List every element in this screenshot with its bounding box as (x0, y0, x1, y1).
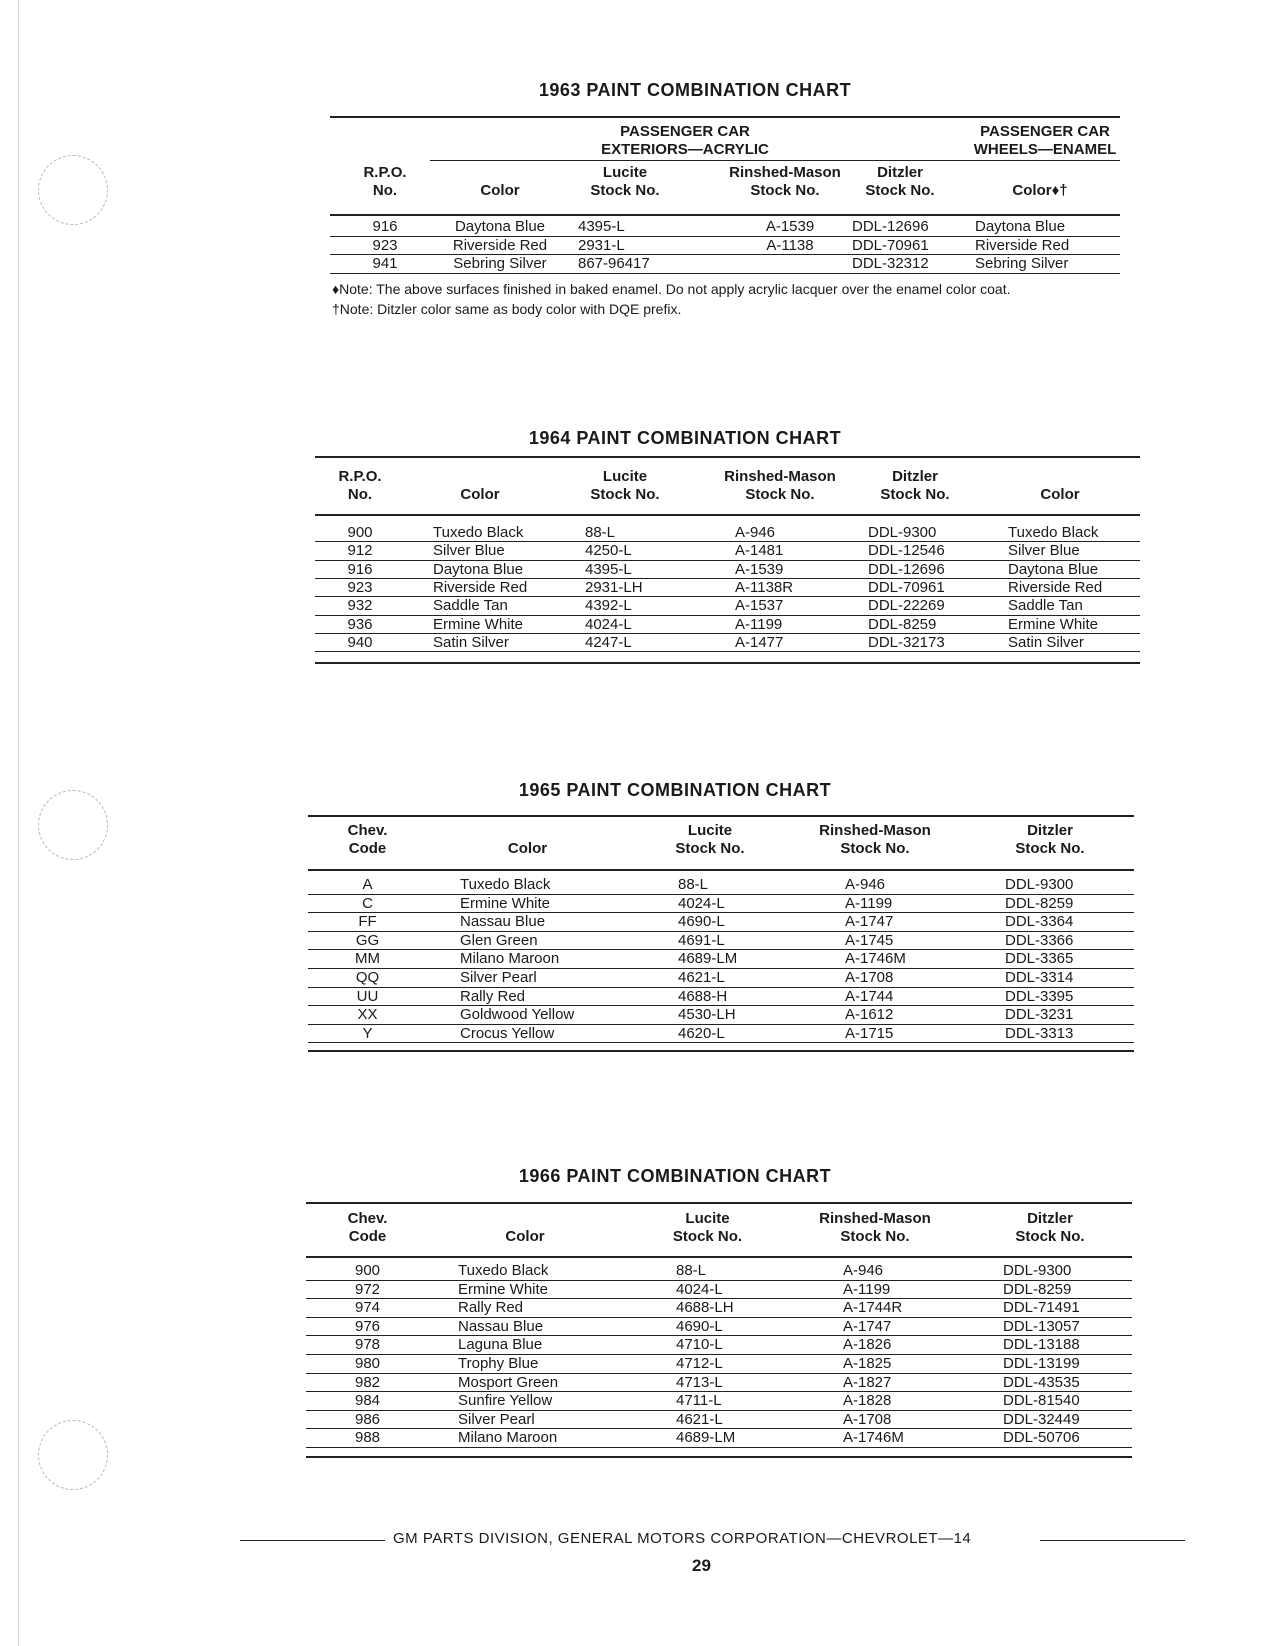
cell-ditzler: DDL-12696 (868, 560, 945, 578)
cell-code: MM (355, 950, 380, 968)
cell-wheel-color: Saddle Tan (1008, 597, 1083, 615)
cell-code: 912 (347, 542, 373, 560)
cell-rinshed-mason: A-1744R (843, 1299, 903, 1317)
cell-ditzler: DDL-22269 (868, 597, 945, 615)
cell-color: Silver Blue (433, 542, 505, 560)
cell-code: 986 (354, 1410, 381, 1428)
column-header-code: R.P.O. (338, 468, 382, 485)
cell-rinshed-mason: A-1539 (765, 218, 815, 235)
cell-lucite: 4395-L (578, 218, 625, 235)
cell-code: 900 (347, 524, 373, 541)
cell-code: 978 (354, 1336, 381, 1354)
cell-ditzler: DDL-8259 (868, 615, 937, 633)
cell-code: 976 (354, 1317, 381, 1335)
chart-title: 1966 PAINT COMBINATION CHART (518, 1166, 832, 1186)
table-top-rule (315, 456, 1140, 458)
cell-ditzler: DDL-81540 (1003, 1392, 1080, 1410)
column-header-lucite: Lucite (602, 468, 648, 485)
cell-color: Silver Pearl (460, 969, 537, 986)
cell-code: 932 (347, 597, 373, 615)
cell-lucite: 88-L (678, 876, 709, 893)
cell-color: Mosport Green (458, 1373, 559, 1391)
column-header-lucite: Stock No. (590, 486, 660, 503)
cell-ditzler: DDL-43535 (1003, 1373, 1080, 1391)
cell-color: Daytona Blue (454, 218, 546, 235)
cell-rinshed-mason: A-1138 (766, 236, 814, 254)
cell-code: 974 (354, 1299, 381, 1317)
cell-lucite: 2931-L (578, 236, 625, 254)
page-number: 29 (692, 1556, 711, 1575)
cell-ditzler: DDL-70961 (868, 578, 945, 596)
group-header: PASSENGER CAR (620, 123, 750, 140)
cell-lucite: 4689-LM (678, 950, 738, 968)
cell-color: Tuxedo Black (460, 876, 551, 893)
cell-code: 988 (354, 1429, 381, 1447)
group-header: WHEELS—ENAMEL (973, 141, 1117, 158)
chart-title: 1964 PAINT COMBINATION CHART (528, 428, 842, 448)
column-header-lucite: Stock No. (590, 182, 660, 199)
cell-lucite: 4688-LH (676, 1299, 734, 1317)
cell-lucite: 867-96417 (578, 255, 650, 272)
column-header-code: Code (348, 1228, 387, 1245)
cell-rinshed-mason: A-1747 (845, 913, 894, 931)
cell-color: Tuxedo Black (458, 1262, 549, 1279)
footer-rule-left (240, 1540, 385, 1541)
column-header-ditzler: Ditzler (892, 468, 938, 485)
column-header-ditzler: Stock No. (1015, 1228, 1085, 1245)
cell-lucite: 4690-L (676, 1317, 723, 1335)
cell-lucite: 4621-L (676, 1410, 723, 1428)
cell-ditzler: DDL-3314 (1005, 969, 1074, 986)
cell-ditzler: DDL-9300 (1003, 1262, 1072, 1279)
cell-code: A (362, 876, 373, 893)
table-top-rule (330, 116, 1120, 118)
cell-lucite: 4713-L (676, 1373, 723, 1391)
cell-rinshed-mason: A-946 (735, 524, 776, 541)
column-header-lucite: Lucite (687, 822, 733, 839)
column-header-rinshed-mason: Stock No. (745, 486, 815, 503)
group-rule (430, 160, 960, 161)
cell-rinshed-mason: A-946 (845, 876, 886, 893)
group-header: EXTERIORS—ACRYLIC (601, 141, 769, 158)
cell-rinshed-mason: A-1199 (845, 894, 893, 912)
cell-rinshed-mason: A-1745 (845, 931, 894, 949)
punch-hole (38, 1420, 108, 1490)
cell-ditzler: DDL-8259 (1005, 894, 1074, 912)
cell-ditzler: DDL-32312 (852, 255, 929, 272)
cell-rinshed-mason: A-1744 (845, 987, 894, 1005)
column-header-color: Color (507, 840, 548, 857)
cell-rinshed-mason: A-1746M (845, 950, 906, 968)
cell-lucite: 4395-L (585, 560, 632, 578)
cell-color: Riverside Red (452, 236, 548, 254)
cell-lucite: 4621-L (678, 969, 725, 986)
cell-lucite: 4711-L (676, 1392, 722, 1410)
cell-lucite: 4712-L (676, 1355, 723, 1372)
column-header-ditzler: Stock No. (1015, 840, 1085, 857)
cell-code: 936 (347, 615, 373, 633)
page-margin-line (18, 0, 19, 1646)
cell-lucite: 4024-L (678, 894, 725, 912)
cell-rinshed-mason: A-1199 (735, 615, 783, 633)
column-header-ditzler: Ditzler (1027, 822, 1073, 839)
cell-ditzler: DDL-8259 (1003, 1280, 1072, 1298)
chart-title: 1963 PAINT COMBINATION CHART (538, 80, 852, 100)
header-bottom-rule (315, 514, 1140, 516)
cell-rinshed-mason: A-1747 (843, 1317, 892, 1335)
table-bottom-rule (306, 1456, 1132, 1458)
cell-rinshed-mason: A-1539 (735, 560, 784, 578)
cell-code: FF (358, 913, 377, 931)
cell-color: Trophy Blue (458, 1355, 539, 1372)
cell-lucite: 88-L (585, 524, 616, 541)
cell-rinshed-mason: A-1828 (843, 1392, 892, 1410)
cell-wheel-color: Satin Silver (1008, 633, 1084, 651)
cell-rinshed-mason: A-1825 (843, 1355, 892, 1372)
cell-color: Sunfire Yellow (458, 1392, 553, 1410)
cell-ditzler: DDL-13057 (1003, 1317, 1080, 1335)
cell-ditzler: DDL-70961 (852, 236, 929, 254)
cell-wheel-color: Silver Blue (1008, 542, 1080, 560)
cell-rinshed-mason: A-1138R (735, 578, 794, 596)
group-header: PASSENGER CAR (980, 123, 1110, 140)
cell-color: Satin Silver (433, 633, 509, 651)
cell-wheel-color: Daytona Blue (1008, 560, 1099, 578)
cell-rinshed-mason: A-1708 (845, 969, 894, 986)
cell-color: Ermine White (460, 894, 551, 912)
cell-ditzler: DDL-12696 (852, 218, 929, 235)
column-header-rinshed-mason: Stock No. (840, 840, 910, 857)
column-header-rinshed-mason: Stock No. (750, 182, 820, 199)
column-header-code: R.P.O. (363, 164, 407, 181)
cell-color: Ermine White (458, 1280, 549, 1298)
cell-wheel-color: Riverside Red (1008, 578, 1103, 596)
header-bottom-rule (308, 869, 1134, 871)
cell-color: Milano Maroon (458, 1429, 558, 1447)
row-rule (330, 273, 1120, 274)
cell-color: Saddle Tan (433, 597, 508, 615)
table-top-rule (306, 1202, 1132, 1204)
cell-code: 982 (354, 1373, 381, 1391)
cell-color: Rally Red (458, 1299, 524, 1317)
column-header-lucite: Lucite (685, 1210, 730, 1227)
cell-code: 980 (354, 1355, 381, 1372)
cell-wheel-color: Daytona Blue (975, 218, 1066, 235)
header-bottom-rule (306, 1256, 1132, 1258)
cell-rinshed-mason: A-1199 (843, 1280, 891, 1298)
cell-code: 940 (347, 633, 373, 651)
cell-color: Crocus Yellow (460, 1024, 555, 1042)
cell-lucite: 4024-L (585, 615, 632, 633)
cell-lucite: 4392-L (585, 597, 632, 615)
cell-ditzler: DDL-3366 (1005, 931, 1074, 949)
cell-lucite: 4530-LH (678, 1006, 736, 1024)
column-header-code: No. (347, 486, 373, 503)
cell-rinshed-mason: A-946 (843, 1262, 884, 1279)
cell-code: GG (355, 931, 380, 949)
punch-hole (38, 155, 108, 225)
cell-lucite: 4247-L (585, 633, 632, 651)
cell-lucite: 4688-H (678, 987, 728, 1005)
punch-hole (38, 790, 108, 860)
cell-rinshed-mason: A-1827 (843, 1373, 892, 1391)
cell-rinshed-mason: A-1826 (843, 1336, 892, 1354)
cell-color: Milano Maroon (460, 950, 560, 968)
column-header-rinshed-mason: Rinshed-Mason (724, 468, 836, 485)
cell-code: 941 (372, 255, 398, 272)
column-header-code: Chev. (347, 1210, 388, 1227)
cell-rinshed-mason: A-1612 (845, 1006, 894, 1024)
cell-rinshed-mason: A-1481 (735, 542, 784, 560)
column-header-code: Code (348, 840, 387, 857)
cell-lucite: 4691-L (678, 931, 725, 949)
column-header-wheel-color: Color (1040, 486, 1080, 503)
cell-rinshed-mason: A-1477 (735, 633, 784, 651)
column-header-lucite: Stock No. (672, 1228, 743, 1245)
cell-code: UU (356, 987, 379, 1005)
column-header-color: Color (480, 182, 520, 199)
footer-text: GM PARTS DIVISION, GENERAL MOTORS CORPORATION—CHEVROLET—14 (393, 1530, 972, 1547)
column-header-ditzler: Stock No. (880, 486, 950, 503)
cell-color: Rally Red (460, 987, 526, 1005)
cell-ditzler: DDL-71491 (1003, 1299, 1080, 1317)
cell-wheel-color: Riverside Red (975, 236, 1070, 254)
column-header-lucite: Lucite (602, 164, 648, 181)
table-top-rule (308, 815, 1134, 817)
cell-color: Laguna Blue (458, 1336, 543, 1354)
cell-wheel-color: Ermine White (1008, 615, 1099, 633)
cell-ditzler: DDL-3364 (1005, 913, 1074, 931)
cell-ditzler: DDL-32449 (1003, 1410, 1080, 1428)
cell-code: 923 (372, 236, 398, 254)
cell-lucite: 4620-L (678, 1024, 725, 1042)
cell-lucite: 2931-LH (585, 578, 643, 596)
column-header-ditzler: Ditzler (877, 164, 923, 181)
cell-code: 923 (347, 578, 373, 596)
column-header-code: Chev. (347, 822, 388, 839)
cell-lucite: 4710-L (676, 1336, 723, 1354)
cell-code: C (362, 894, 373, 912)
cell-ditzler: DDL-13199 (1003, 1355, 1080, 1372)
header-bottom-rule (330, 214, 1120, 216)
column-header-ditzler: Ditzler (1027, 1210, 1073, 1227)
column-header-rinshed-mason: Rinshed-Mason (819, 1210, 931, 1227)
cell-lucite: 4250-L (585, 542, 632, 560)
cell-ditzler: DDL-13188 (1003, 1336, 1080, 1354)
column-header-code: No. (372, 182, 398, 199)
cell-code: 984 (354, 1392, 381, 1410)
cell-lucite: 4689-LM (676, 1429, 736, 1447)
chart-title: 1965 PAINT COMBINATION CHART (518, 780, 832, 800)
cell-color: Goldwood Yellow (460, 1006, 575, 1024)
cell-color: Ermine White (433, 615, 524, 633)
cell-color: Silver Pearl (458, 1410, 535, 1428)
cell-rinshed-mason: A-1715 (845, 1024, 894, 1042)
column-header-rinshed-mason: Stock No. (840, 1228, 910, 1245)
row-rule (308, 1042, 1134, 1043)
footnote: †Note: Ditzler color same as body color with DQE prefix. (332, 301, 682, 317)
column-header-color: Color (460, 486, 500, 503)
cell-ditzler: DDL-32173 (868, 633, 945, 651)
cell-code: QQ (355, 969, 380, 986)
row-rule (306, 1447, 1132, 1448)
cell-ditzler: DDL-9300 (1005, 876, 1074, 893)
cell-code: XX (357, 1006, 378, 1024)
cell-lucite: 4690-L (678, 913, 725, 931)
cell-rinshed-mason: A-1537 (735, 597, 784, 615)
column-header-ditzler: Stock No. (865, 182, 935, 199)
cell-color: Sebring Silver (453, 255, 547, 272)
cell-color: Nassau Blue (458, 1317, 544, 1335)
cell-color: Daytona Blue (433, 560, 524, 578)
cell-ditzler: DDL-3365 (1005, 950, 1074, 968)
cell-rinshed-mason: A-1708 (843, 1410, 892, 1428)
cell-code: 900 (354, 1262, 381, 1279)
cell-code: 916 (347, 560, 373, 578)
cell-ditzler: DDL-12546 (868, 542, 945, 560)
column-header-rinshed-mason: Rinshed-Mason (729, 164, 841, 181)
cell-color: Tuxedo Black (433, 524, 524, 541)
cell-color: Nassau Blue (460, 913, 546, 931)
cell-color: Glen Green (460, 931, 538, 949)
row-rule (315, 651, 1140, 652)
cell-color: Riverside Red (433, 578, 528, 596)
cell-wheel-color: Sebring Silver (975, 255, 1069, 272)
cell-wheel-color: Tuxedo Black (1008, 524, 1099, 541)
cell-ditzler: DDL-9300 (868, 524, 937, 541)
cell-rinshed-mason: A-1746M (843, 1429, 904, 1447)
cell-ditzler: DDL-3395 (1005, 987, 1074, 1005)
cell-ditzler: DDL-3313 (1005, 1024, 1074, 1042)
column-header-rinshed-mason: Rinshed-Mason (819, 822, 931, 839)
column-header-lucite: Stock No. (675, 840, 745, 857)
footnote: ♦Note: The above surfaces finished in baked enamel. Do not apply acrylic lacquer over the enamel color coat. (332, 281, 1011, 297)
cell-ditzler: DDL-50706 (1003, 1429, 1080, 1447)
footer-rule-right (1040, 1540, 1185, 1541)
column-header-wheel-color: Color♦† (1012, 182, 1068, 199)
cell-code: 916 (372, 218, 398, 235)
cell-ditzler: DDL-3231 (1005, 1006, 1074, 1024)
table-bottom-rule (308, 1050, 1134, 1052)
cell-code: Y (362, 1024, 373, 1042)
cell-lucite: 88-L (676, 1262, 707, 1279)
table-bottom-rule (315, 662, 1140, 664)
column-header-color: Color (505, 1228, 545, 1245)
cell-code: 972 (354, 1280, 381, 1298)
cell-lucite: 4024-L (676, 1280, 723, 1298)
group-rule (960, 160, 1120, 161)
